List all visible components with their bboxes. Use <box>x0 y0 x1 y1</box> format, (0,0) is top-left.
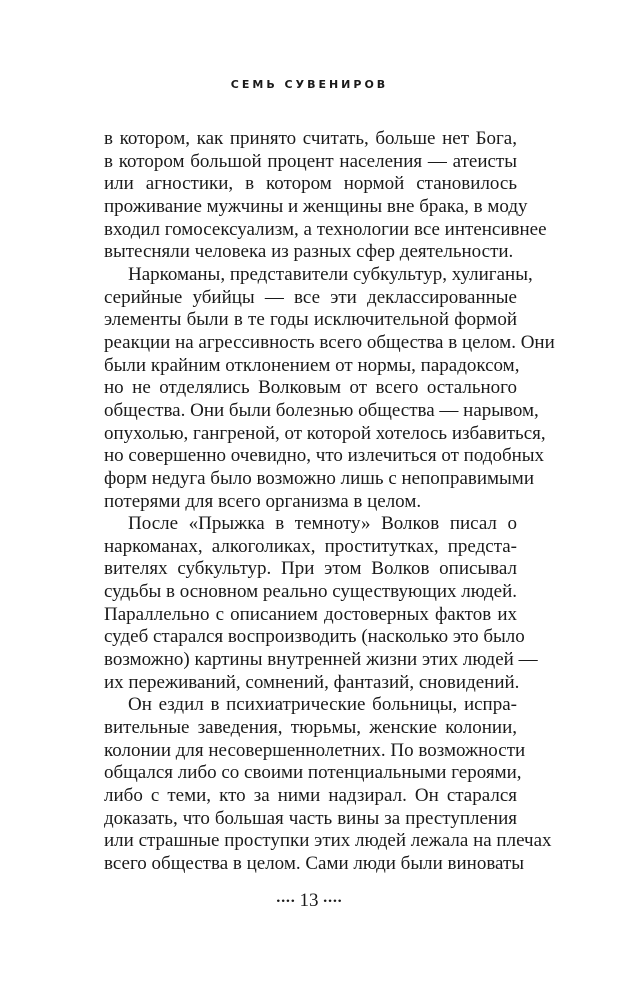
text-line: или страшные проступки этих людей лежала на плечах <box>104 830 552 852</box>
text-line: колонии для несовершеннолетних. По возможности <box>104 739 526 761</box>
text-line: Параллельно с описанием достоверных фактов их <box>104 603 517 625</box>
text-line: вителях субкультур. При этом Волков описывал <box>104 558 517 580</box>
text-line: общества. Они были болезнью общества — нарывом, <box>104 399 539 421</box>
page-number: 13 <box>299 890 319 911</box>
text-line: входил гомосексуализм, а технологии все интенсивнее <box>104 218 547 240</box>
text-line: общался либо со своими потенциальными героями, <box>104 762 522 784</box>
paragraph <box>104 694 552 875</box>
text-line: в котором большой процент населения — атеисты <box>104 150 517 172</box>
text-line: были крайним отклонением от нормы, парадоксом, <box>104 354 520 376</box>
text-line: судеб старался воспроизводить (насколько это было <box>104 626 525 648</box>
text-line: элементы были в те годы исключительной формой <box>104 309 517 331</box>
text-line: или агностики, в котором нормой становилось <box>104 173 517 195</box>
text-line: но не отделялись Волковым от всего остального <box>104 377 517 399</box>
body-text <box>104 128 555 876</box>
paragraph <box>104 263 555 513</box>
ornament-right: •••• <box>323 895 343 908</box>
text-line: серийные убийцы — все эти деклассированные <box>104 286 517 308</box>
text-line: в котором, как принято считать, больше нет Бога, <box>104 128 517 149</box>
text-line: всего общества в целом. Сами люди были виноваты <box>104 853 525 874</box>
ornament-left: •••• <box>276 895 300 908</box>
text-line: опухолью, гангреной, от которой хотелось избавиться, <box>104 422 546 444</box>
text-line: либо с теми, кто за ними надзирал. Он старался <box>104 785 517 807</box>
text-line: проживание мужчины и женщины вне брака, в моду <box>104 195 528 217</box>
text-line: вительные заведения, тюрьмы, женские колонии, <box>104 717 517 739</box>
running-header: СЕМЬ СУВЕНИРОВ <box>230 78 389 91</box>
text-line: их переживаний, сомнений, фантазий, сновидений. <box>104 671 520 693</box>
text-line: судьбы в основном реально существующих людей. <box>104 581 517 603</box>
text-line: но совершенно очевидно, что излечиться от подобных <box>104 445 545 467</box>
text-line: вытесняли человека из разных сфер деятельности. <box>104 241 514 263</box>
text-line: Он ездил в психиатрические больницы, испра- <box>128 694 517 716</box>
text-line: Наркоманы, представители субкультур, хулиганы, <box>128 263 533 285</box>
text-line: потерями для всего организма в целом. <box>104 490 422 512</box>
text-line: После «Прыжка в темноту» Волков писал о <box>128 513 517 535</box>
text-line: форм недуга было возможно лишь с непоправимыми <box>104 467 534 489</box>
paragraph <box>104 513 538 694</box>
page-footer <box>0 890 619 912</box>
text-line: возможно) картины внутренней жизни этих людей — <box>104 649 538 671</box>
text-line: реакции на агрессивность всего общества в целом. Они <box>104 331 555 353</box>
text-line: доказать, что большая часть вины за преступления <box>104 807 517 829</box>
text-line: наркоманах, алкоголиках, проститутках, предста- <box>104 535 517 557</box>
paragraph <box>104 128 547 264</box>
